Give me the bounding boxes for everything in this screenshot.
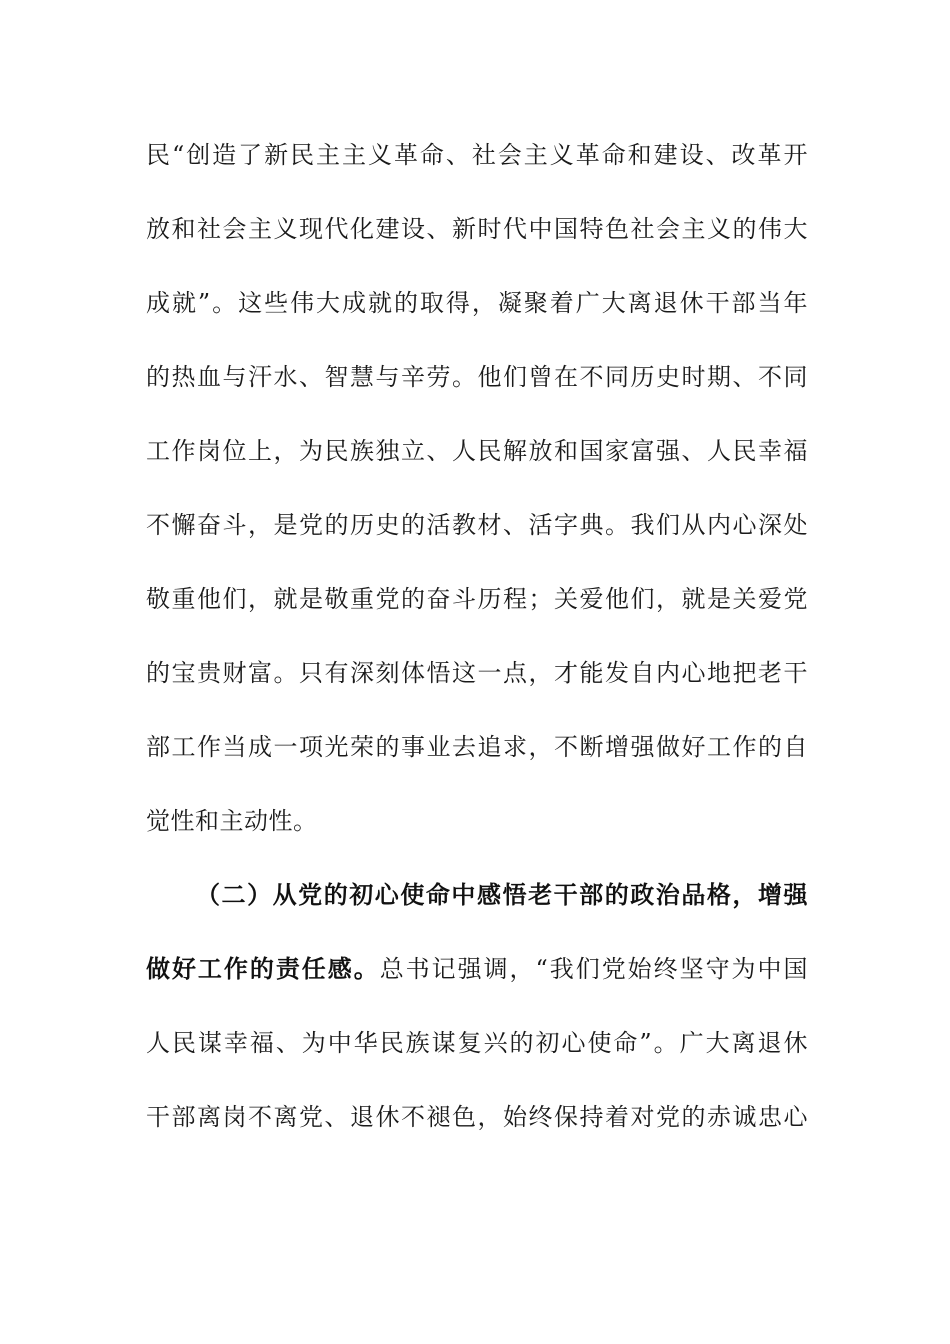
section-heading-end: 做好工作的责任感。	[146, 955, 380, 983]
paragraph-line: 的宝贵财富。只有深刻体悟这一点，才能发自内心地把老干	[146, 659, 808, 687]
paragraph-line: 干部离岗不离党、退休不褪色，始终保持着对党的赤诚忠心	[146, 1103, 808, 1131]
section-heading: （二）从党的初心使命中感悟老干部的政治品格，增强	[196, 881, 808, 909]
paragraph-line: 放和社会主义现代化建设、新时代中国特色社会主义的伟大	[146, 215, 808, 243]
paragraph-line: 成就”。这些伟大成就的取得，凝聚着广大离退休干部当年	[146, 289, 808, 317]
paragraph-line: 民“创造了新民主主义革命、社会主义革命和建设、改革开	[146, 141, 808, 169]
paragraph-line: 人民谋幸福、为中华民族谋复兴的初心使命”。广大离退休	[146, 1029, 808, 1057]
paragraph-line: 工作岗位上，为民族独立、人民解放和国家富强、人民幸福	[146, 437, 808, 465]
paragraph-text: 总书记强调，“我们党始终坚守为中国	[379, 955, 808, 983]
paragraph-line: 敬重他们，就是敬重党的奋斗历程；关爱他们，就是关爱党	[146, 585, 808, 613]
paragraph-line: 部工作当成一项光荣的事业去追求，不断增强做好工作的自	[146, 733, 808, 761]
paragraph-line: 觉性和主动性。	[146, 807, 318, 835]
paragraph-line	[146, 949, 808, 989]
paragraph-line: 不懈奋斗，是党的历史的活教材、活字典。我们从内心深处	[146, 511, 808, 539]
paragraph-line: 的热血与汗水、智慧与辛劳。他们曾在不同历史时期、不同	[146, 363, 808, 391]
